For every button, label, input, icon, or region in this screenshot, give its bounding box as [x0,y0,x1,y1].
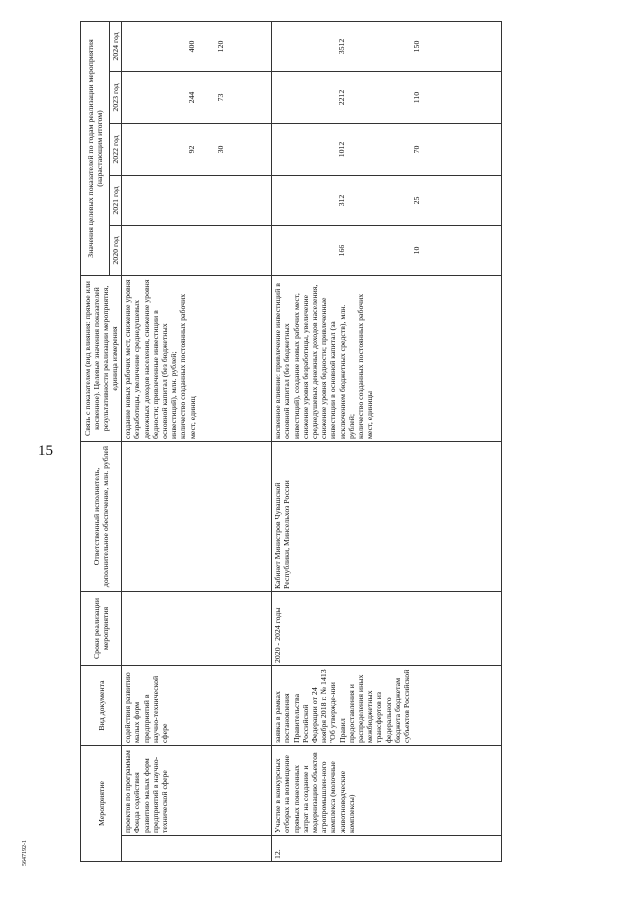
measures-table [80,21,502,862]
header-row-1 [81,21,110,861]
row-value-2020: 166 10 [272,226,502,276]
row-doctype: содействия развитию малых форм предприятий в научно-технической сфере [122,666,272,746]
row-value-2020 [122,226,272,276]
row-number: 12. [272,836,502,862]
row-value-2023: 244 73 [122,72,272,124]
header-measure: Мероприятие [81,746,122,862]
row-value-2022: 1012 70 [272,124,502,176]
table-row [272,21,502,861]
header-doctype: Вид документа [81,666,122,746]
row-link-b: количество созданных постоянных рабочих мест, единицы [356,293,375,439]
row-terms: 2020 - 2024 годы [272,592,502,666]
row-link [122,276,272,442]
header-year-2021: 2021 год [110,176,122,226]
row-value-2022: 92 30 [122,124,272,176]
row-measure: Участие в конкурсных отборах на возмещение прямых понесенных затрат на создание и модернизацию объектов агропромышлен-ного комплекса (молочные животноводческие комплексы) [272,746,502,836]
row-terms [122,592,272,666]
row-value-2024: 400 120 [122,21,272,71]
row-value-2021: 312 25 [272,176,502,226]
header-values: Значения целевых показателей по годам реализации мероприятия (нарастающим итогом) [81,21,110,275]
row-link [272,276,502,442]
row-doctype: заявка в рамках постановления Правительства Российской Федерации от 24 ноября 2018 г. № 1413 "Об утвержде-нии Правил предоставления и распределения иных межбюджетных трансфертов из федерального бюджета бюджетам субъектов Российской [272,666,502,746]
header-year-2023: 2023 год [110,72,122,124]
row-value-2024: 3512 150 [272,21,502,71]
page-number: 15 [38,443,53,459]
row-link-a: косвенное влияние: привлечение инвестиций в основной капитал (без бюджетных инвестиций), создание новых рабочих мест, снижение уровня безработицы, увеличение среднедушевых денежных доходов населения, снижение уровня бедности; привлеченные инвестиции в основной капитал (за исключением бюджетных средств), млн. рублей; [273,283,356,439]
row-link-b: количество созданных постоянных рабочих мест, единиц [178,293,197,439]
header-year-2020: 2020 год [110,226,122,276]
header-year-2024: 2024 год [110,21,122,71]
row-value-2021 [122,176,272,226]
row-responsible [122,442,272,592]
row-responsible: Кабинет Министров Чувашской Республики, Минсельхоз России [272,442,502,592]
row-number [122,836,272,862]
header-year-2022: 2022 год [110,124,122,176]
row-link-a: создание новых рабочих мест, снижение уровня безработицы, увеличение среднедушевых денежных доходов населения, снижение уровня бедности; привлеченные инвестиции в основной капитал (без бюджетных инвестиций), млн. рублей; [123,279,179,439]
header-responsible: Ответственный исполнитель, дополнительное обеспечение, млн. рублей [81,442,122,592]
header-terms: Сроки реализации мероприятия [81,592,122,666]
document-code: 5647192-1 [22,840,28,866]
row-value-2023: 2212 110 [272,72,502,124]
table-row [122,21,272,861]
row-measure: проектов по программам Фонда содействия развитию малых форм предприятий в научно-технической сфере [122,746,272,836]
rotated-table-container [80,22,568,862]
header-link: Связь с показателем (вид влияния: прямое или косвенное). Целевые значения показателей результативности реализации мероприятия, единица измерения [81,276,122,442]
